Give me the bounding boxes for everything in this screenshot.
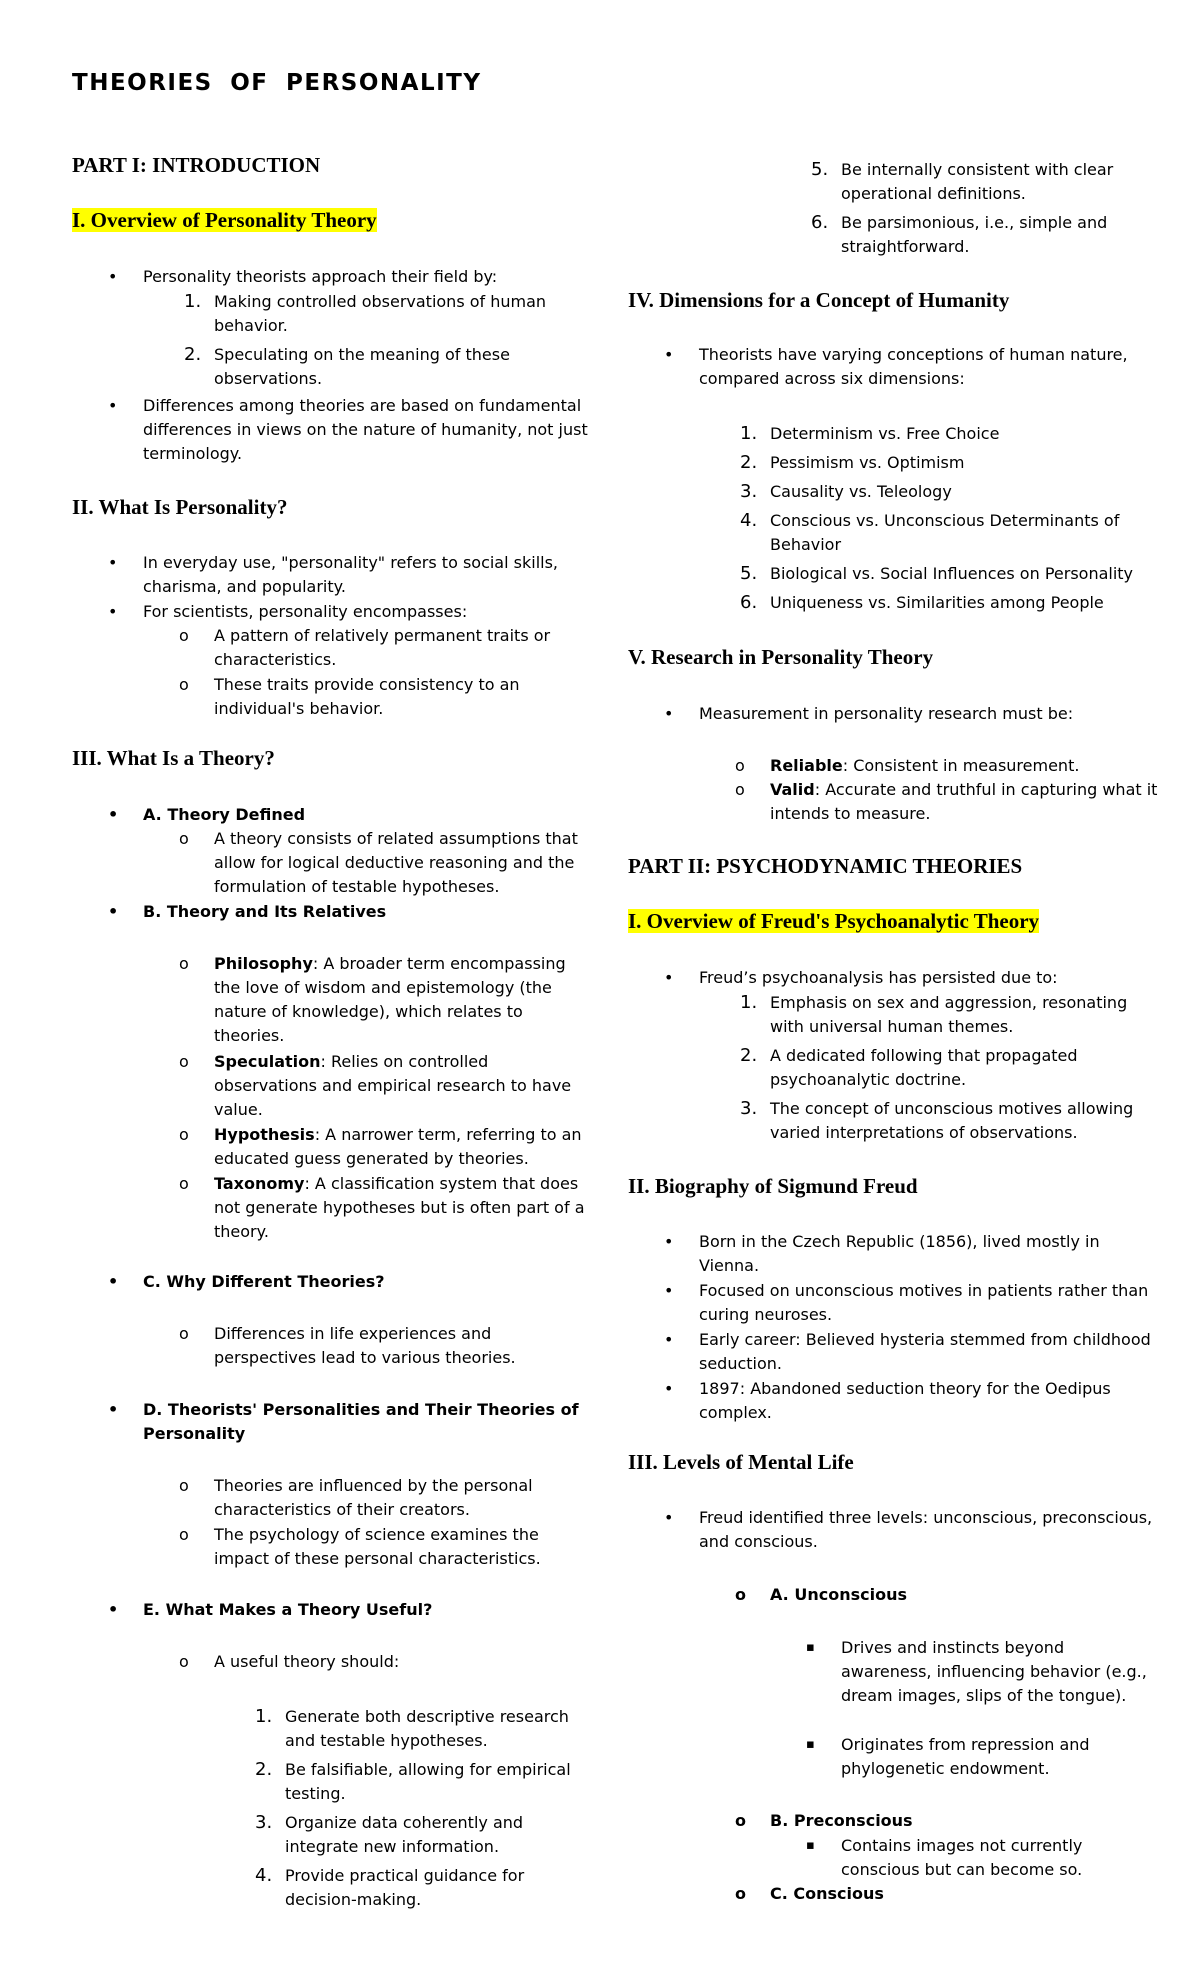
item-text: Early career: Believed hysteria stemmed from childhood seduction. bbox=[699, 1330, 1151, 1373]
item-text: In everyday use, "personality" refers to social skills, charisma, and popularity. bbox=[143, 553, 558, 596]
number-marker: 3. bbox=[740, 1098, 758, 1119]
bullet-item bbox=[628, 343, 1158, 391]
bullet-item bbox=[628, 966, 1058, 990]
circle-item bbox=[628, 754, 1079, 778]
subsection-title bbox=[72, 1270, 385, 1294]
item-text: Differences among theories are based on fundamental differences in views on the nature of humanity, not just terminology. bbox=[143, 396, 588, 463]
circle-marker: o bbox=[179, 626, 189, 645]
circle-marker: o bbox=[735, 1585, 746, 1604]
item-text: : Relies on controlled observations and empirical research to have value. bbox=[214, 1052, 572, 1119]
circle-item bbox=[72, 1474, 592, 1522]
item-text: The concept of unconscious motives allowing varied interpretations of observations. bbox=[770, 1099, 1134, 1142]
number-marker: 2. bbox=[740, 452, 758, 473]
item-text: : A classification system that does not generate hypotheses but is often part of a theory. bbox=[214, 1174, 585, 1241]
circle-marker: o bbox=[179, 1125, 189, 1144]
item-text: : A narrower term, referring to an educated guess generated by theories. bbox=[214, 1125, 582, 1168]
item-text: Generate both descriptive research and testable hypotheses. bbox=[285, 1707, 569, 1750]
bullet-marker: • bbox=[108, 1400, 119, 1419]
highlighted-text: I. Overview of Personality Theory bbox=[72, 208, 377, 232]
item-text: Personality theorists approach their field by: bbox=[143, 267, 498, 286]
item-text: Originates from repression and phylogenetic endowment. bbox=[841, 1735, 1090, 1778]
item-text: Conscious vs. Unconscious Determinants of Behavior bbox=[770, 511, 1120, 554]
item-text: 1897: Abandoned seduction theory for the Oedipus complex. bbox=[699, 1379, 1111, 1422]
item-text: A theory consists of related assumptions that allow for logical deductive reasoning and the formulation of testable hypotheses. bbox=[214, 829, 578, 896]
bullet-marker: • bbox=[108, 602, 118, 621]
item-text: C. Why Different Theories? bbox=[143, 1272, 385, 1291]
bullet-marker: • bbox=[664, 968, 674, 987]
section-heading-research-personality: V. Research in Personality Theory bbox=[628, 645, 934, 669]
item-text: Theories are influenced by the personal characteristics of their creators. bbox=[214, 1476, 533, 1519]
item-text: Be falsifiable, allowing for empirical testing. bbox=[285, 1760, 571, 1803]
circle-item bbox=[628, 778, 1158, 826]
circle-item bbox=[72, 1523, 592, 1571]
bullet-item bbox=[628, 1230, 1158, 1278]
number-marker: 1. bbox=[184, 291, 202, 312]
numbered-item bbox=[628, 1097, 1158, 1145]
item-text: Drives and instincts beyond awareness, influencing behavior (e.g., dream images, slips of the tongue). bbox=[841, 1638, 1147, 1705]
numbered-item bbox=[628, 480, 952, 504]
square-marker: ▪ bbox=[806, 1737, 815, 1752]
circle-item bbox=[72, 1123, 592, 1171]
numbered-item bbox=[628, 158, 1158, 206]
subsection-title bbox=[72, 900, 386, 924]
item-text: A. Theory Defined bbox=[143, 805, 306, 824]
numbered-item bbox=[628, 991, 1158, 1039]
subsection-title bbox=[72, 1398, 592, 1446]
keyword: Taxonomy bbox=[214, 1174, 305, 1193]
circle-marker: o bbox=[179, 1052, 189, 1071]
item-text: For scientists, personality encompasses: bbox=[143, 602, 468, 621]
number-marker: 1. bbox=[740, 423, 758, 444]
bullet-item bbox=[628, 1506, 1158, 1554]
circle-marker: o bbox=[179, 1476, 189, 1495]
item-text: Pessimism vs. Optimism bbox=[770, 453, 965, 472]
circle-marker: o bbox=[735, 1884, 746, 1903]
item-text: Speculating on the meaning of these observations. bbox=[214, 345, 510, 388]
number-marker: 2. bbox=[184, 344, 202, 365]
numbered-item bbox=[628, 591, 1104, 615]
bullet-marker: • bbox=[108, 267, 118, 286]
item-text: Organize data coherently and integrate new information. bbox=[285, 1813, 524, 1856]
circle-item bbox=[72, 624, 592, 672]
item-text: Causality vs. Teleology bbox=[770, 482, 952, 501]
subsection-title bbox=[628, 1809, 913, 1833]
item-text: Emphasis on sex and aggression, resonating with universal human themes. bbox=[770, 993, 1128, 1036]
number-marker: 1. bbox=[255, 1706, 273, 1727]
numbered-item bbox=[628, 211, 1158, 259]
circle-marker: o bbox=[735, 780, 745, 799]
subsection-title bbox=[72, 803, 305, 827]
bullet-item bbox=[72, 265, 497, 289]
part-1-heading: PART I: INTRODUCTION bbox=[72, 153, 321, 177]
bullet-item bbox=[628, 702, 1073, 726]
numbered-item bbox=[628, 562, 1133, 586]
bullet-marker: • bbox=[108, 902, 119, 921]
circle-item bbox=[72, 1050, 592, 1122]
number-marker: 6. bbox=[811, 212, 829, 233]
numbered-item bbox=[628, 1044, 1158, 1092]
circle-item bbox=[72, 673, 592, 721]
number-marker: 3. bbox=[740, 481, 758, 502]
number-marker: 4. bbox=[255, 1865, 273, 1886]
circle-marker: o bbox=[179, 954, 189, 973]
bullet-marker: • bbox=[108, 396, 118, 415]
item-text: A dedicated following that propagated psychoanalytic doctrine. bbox=[770, 1046, 1078, 1089]
item-text: A useful theory should: bbox=[214, 1652, 400, 1671]
bullet-marker: • bbox=[664, 1508, 674, 1527]
item-text: : Consistent in measurement. bbox=[842, 756, 1080, 775]
circle-item bbox=[72, 1322, 592, 1370]
item-text: Be internally consistent with clear operational definitions. bbox=[841, 160, 1114, 203]
circle-item bbox=[72, 1172, 592, 1244]
item-text: Uniqueness vs. Similarities among People bbox=[770, 593, 1104, 612]
numbered-item bbox=[628, 422, 999, 446]
numbered-item bbox=[628, 451, 964, 475]
number-marker: 5. bbox=[811, 159, 829, 180]
numbered-item bbox=[72, 1758, 592, 1806]
item-text: Contains images not currently conscious but can become so. bbox=[841, 1836, 1083, 1879]
number-marker: 2. bbox=[255, 1759, 273, 1780]
bullet-marker: • bbox=[664, 1232, 674, 1251]
circle-marker: o bbox=[179, 675, 189, 694]
item-text: Born in the Czech Republic (1856), lived mostly in Vienna. bbox=[699, 1232, 1100, 1275]
circle-marker: o bbox=[179, 1525, 189, 1544]
item-text: These traits provide consistency to an individual's behavior. bbox=[214, 675, 520, 718]
bullet-marker: • bbox=[664, 704, 674, 723]
item-text: Biological vs. Social Influences on Personality bbox=[770, 564, 1134, 583]
square-bullet-item bbox=[628, 1733, 1158, 1781]
numbered-item bbox=[628, 509, 1158, 557]
keyword: Philosophy bbox=[214, 954, 313, 973]
item-text: Be parsimonious, i.e., simple and straightforward. bbox=[841, 213, 1108, 256]
item-text: The psychology of science examines the impact of these personal characteristics. bbox=[214, 1525, 541, 1568]
circle-marker: o bbox=[179, 1652, 189, 1671]
item-text: : Accurate and truthful in capturing what it intends to measure. bbox=[770, 780, 1158, 823]
section-heading-overview-personality-theory bbox=[72, 208, 377, 233]
subsection-title bbox=[628, 1583, 907, 1607]
bullet-marker: • bbox=[108, 1600, 119, 1619]
numbered-item bbox=[72, 290, 592, 338]
part-2-heading: PART II: PSYCHODYNAMIC THEORIES bbox=[628, 854, 1023, 878]
numbered-item bbox=[72, 343, 592, 391]
item-text: Measurement in personality research must be: bbox=[699, 704, 1074, 723]
item-text: Determinism vs. Free Choice bbox=[770, 424, 1000, 443]
number-marker: 3. bbox=[255, 1812, 273, 1833]
item-text: B. Preconscious bbox=[770, 1811, 913, 1830]
section-heading-dimensions-humanity: IV. Dimensions for a Concept of Humanity bbox=[628, 288, 1010, 312]
item-text: Freud identified three levels: unconscious, preconscious, and conscious. bbox=[699, 1508, 1153, 1551]
bullet-marker: • bbox=[108, 553, 118, 572]
circle-item bbox=[72, 827, 592, 899]
number-marker: 4. bbox=[740, 510, 758, 531]
bullet-item bbox=[628, 1328, 1158, 1376]
item-text: Focused on unconscious motives in patients rather than curing neuroses. bbox=[699, 1281, 1149, 1324]
numbered-item bbox=[72, 1705, 592, 1753]
numbered-item bbox=[72, 1864, 592, 1912]
bullet-marker: • bbox=[664, 1281, 674, 1300]
bullet-marker: • bbox=[664, 345, 674, 364]
item-text: A pattern of relatively permanent traits or characteristics. bbox=[214, 626, 551, 669]
keyword: Reliable bbox=[770, 756, 843, 775]
item-text: : A broader term encompassing the love of wisdom and epistemology (the nature of knowledge), which relates to theories. bbox=[214, 954, 566, 1045]
square-marker: ▪ bbox=[806, 1838, 815, 1853]
section-heading-levels-mental-life: III. Levels of Mental Life bbox=[628, 1450, 854, 1474]
bullet-item bbox=[72, 394, 592, 466]
item-text: A. Unconscious bbox=[770, 1585, 907, 1604]
bullet-marker: • bbox=[664, 1379, 674, 1398]
number-marker: 5. bbox=[740, 563, 758, 584]
numbered-item bbox=[72, 1811, 592, 1859]
section-heading-what-is-a-theory: III. What Is a Theory? bbox=[72, 746, 275, 770]
item-text: Differences in life experiences and perspectives lead to various theories. bbox=[214, 1324, 516, 1367]
number-marker: 6. bbox=[740, 592, 758, 613]
bullet-item bbox=[628, 1377, 1158, 1425]
section-heading-biography-freud: II. Biography of Sigmund Freud bbox=[628, 1174, 918, 1198]
circle-marker: o bbox=[179, 829, 189, 848]
bullet-marker: • bbox=[108, 805, 119, 824]
keyword: Hypothesis bbox=[214, 1125, 315, 1144]
keyword: Speculation bbox=[214, 1052, 321, 1071]
item-text: D. Theorists' Personalities and Their Theories of Personality bbox=[143, 1400, 579, 1443]
section-heading-what-is-personality: II. What Is Personality? bbox=[72, 495, 288, 519]
circle-marker: o bbox=[735, 756, 745, 775]
circle-item bbox=[72, 1650, 399, 1674]
keyword: Valid bbox=[770, 780, 815, 799]
number-marker: 2. bbox=[740, 1045, 758, 1066]
item-text: Making controlled observations of human behavior. bbox=[214, 292, 547, 335]
item-text: Provide practical guidance for decision-making. bbox=[285, 1866, 525, 1909]
item-text: B. Theory and Its Relatives bbox=[143, 902, 387, 921]
square-bullet-item bbox=[628, 1834, 1158, 1882]
circle-marker: o bbox=[735, 1811, 746, 1830]
bullet-item bbox=[72, 600, 467, 624]
subsection-title bbox=[72, 1598, 432, 1622]
number-marker: 1. bbox=[740, 992, 758, 1013]
item-text: Freud’s psychoanalysis has persisted due to: bbox=[699, 968, 1058, 987]
circle-marker: o bbox=[179, 1174, 189, 1193]
square-bullet-item bbox=[628, 1636, 1158, 1708]
section-heading-overview-freud bbox=[628, 909, 1039, 934]
document-title: THEORIES OF PERSONALITY bbox=[72, 70, 482, 96]
item-text: C. Conscious bbox=[770, 1884, 884, 1903]
item-text: E. What Makes a Theory Useful? bbox=[143, 1600, 433, 1619]
bullet-marker: • bbox=[108, 1272, 119, 1291]
bullet-item bbox=[72, 551, 592, 599]
subsection-title bbox=[628, 1882, 884, 1906]
circle-marker: o bbox=[179, 1324, 189, 1343]
bullet-item bbox=[628, 1279, 1158, 1327]
item-text: Theorists have varying conceptions of human nature, compared across six dimensions: bbox=[699, 345, 1128, 388]
bullet-marker: • bbox=[664, 1330, 674, 1349]
square-marker: ▪ bbox=[806, 1640, 815, 1655]
circle-item bbox=[72, 952, 592, 1048]
highlighted-text: I. Overview of Freud's Psychoanalytic Theory bbox=[628, 909, 1040, 933]
